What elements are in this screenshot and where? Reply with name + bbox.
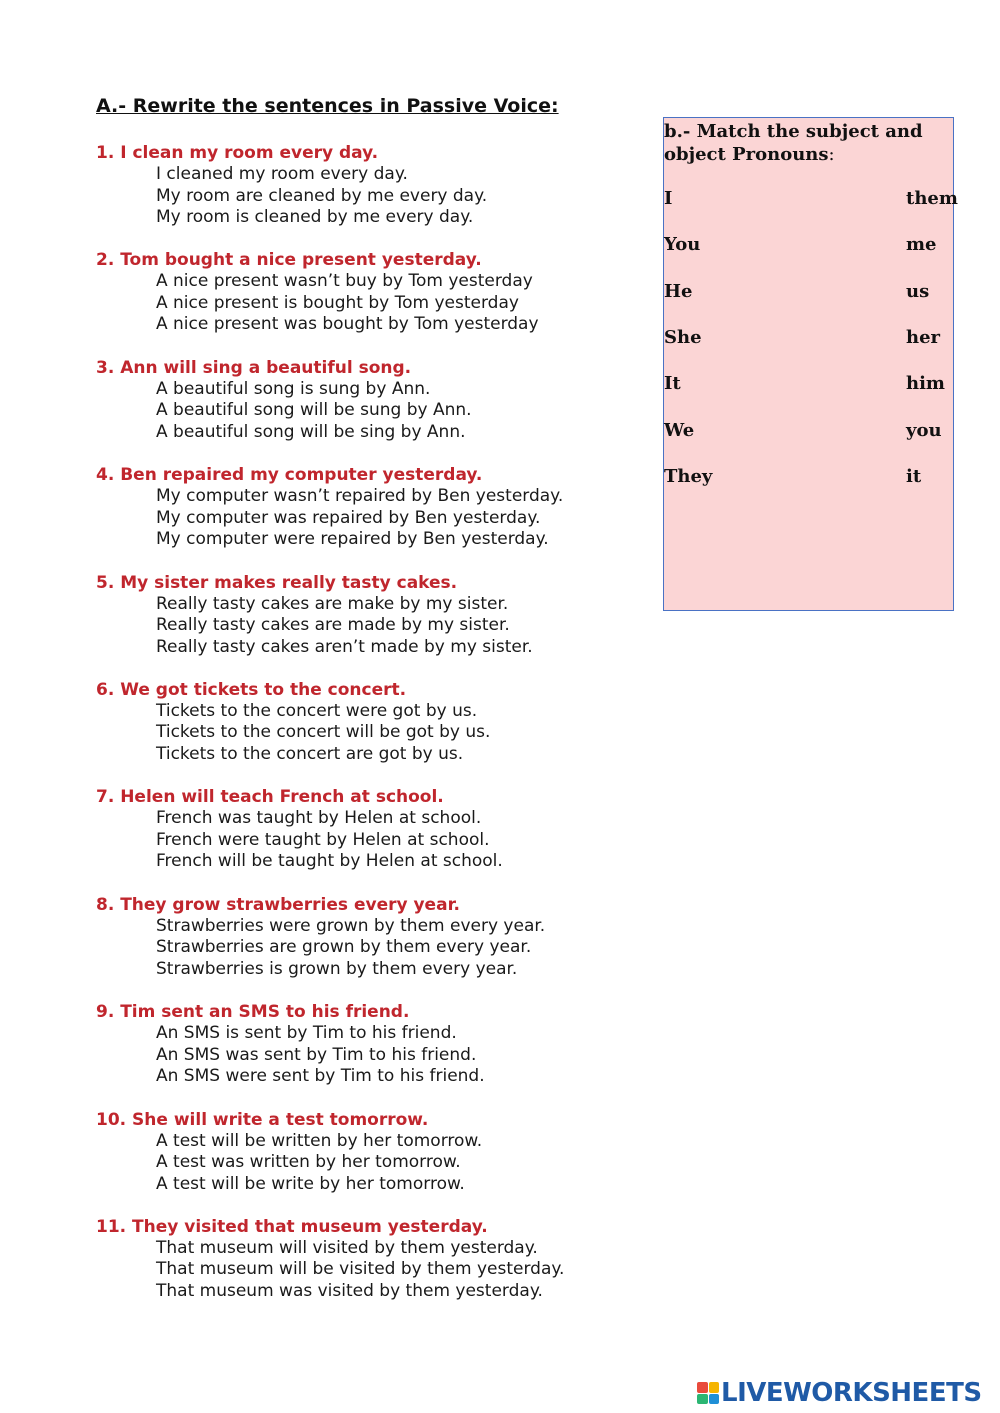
pronoun-pair-row: [664, 188, 958, 212]
answer-option[interactable]: A nice present was bought by Tom yesterday: [156, 314, 539, 335]
answer-option[interactable]: Tickets to the concert were got by us.: [156, 700, 478, 721]
subject-pronoun[interactable]: You: [664, 234, 701, 256]
answer-option[interactable]: That museum will visited by them yesterday.: [156, 1237, 538, 1258]
match-title: [664, 120, 949, 166]
question-title: 9. Tim sent an SMS to his friend.: [96, 1002, 410, 1023]
answer-option[interactable]: A test was written by her tomorrow.: [156, 1152, 461, 1173]
logo-mark-icon: [697, 1382, 719, 1404]
answer-option[interactable]: My computer was repaired by Ben yesterday.: [156, 507, 541, 528]
subject-pronoun[interactable]: It: [664, 373, 681, 395]
answer-option[interactable]: An SMS was sent by Tim to his friend.: [156, 1044, 477, 1065]
subject-pronoun[interactable]: They: [664, 465, 713, 487]
object-pronoun[interactable]: her: [906, 326, 941, 348]
answer-option[interactable]: A beautiful song is sung by Ann.: [156, 378, 431, 399]
question-title: 6. We got tickets to the concert.: [96, 679, 407, 700]
answer-option[interactable]: A nice present is bought by Tom yesterday: [156, 292, 519, 313]
pronoun-pair-row: [664, 234, 953, 258]
liveworksheets-logo: [697, 1377, 982, 1409]
answer-option[interactable]: An SMS is sent by Tim to his friend.: [156, 1023, 457, 1044]
question-block: [96, 573, 636, 680]
answer-option[interactable]: Strawberries are grown by them every year.: [156, 937, 532, 958]
answer-option[interactable]: French were taught by Helen at school.: [156, 829, 490, 850]
answer-option[interactable]: A nice present wasn’t buy by Tom yesterday: [156, 271, 533, 292]
answer-option[interactable]: Strawberries is grown by them every year.: [156, 958, 518, 979]
logo-square: [697, 1382, 708, 1393]
answer-option[interactable]: A test will be write by her tomorrow.: [156, 1173, 465, 1194]
answer-option[interactable]: Strawberries were grown by them every year.: [156, 915, 546, 936]
logo-square: [697, 1394, 708, 1405]
question-title: 1. I clean my room every day.: [96, 143, 379, 163]
section-a-title: A.- Rewrite the sentences in Passive Voice:: [96, 95, 559, 117]
object-pronoun[interactable]: him: [906, 373, 945, 395]
answer-option[interactable]: My room is cleaned by me every day.: [156, 207, 474, 227]
pronoun-pair-row: [664, 466, 953, 490]
answer-option[interactable]: I cleaned my room every day.: [156, 164, 408, 184]
pronoun-pair-row: [664, 373, 953, 397]
question-title: 4. Ben repaired my computer yesterday.: [96, 465, 483, 486]
question-block: [96, 250, 636, 357]
logo-text: LIVEWORKSHEETS: [721, 1378, 982, 1408]
question-title: 11. They visited that museum yesterday.: [96, 1216, 488, 1237]
question-block: [96, 1002, 636, 1109]
question-block: [96, 787, 636, 894]
subject-pronoun[interactable]: She: [664, 326, 702, 348]
question-block: [96, 680, 636, 787]
answer-option[interactable]: French was taught by Helen at school.: [156, 808, 482, 829]
answer-option[interactable]: My computer were repaired by Ben yesterday.: [156, 529, 549, 550]
answer-option[interactable]: That museum will be visited by them yesterday.: [156, 1259, 565, 1280]
subject-pronoun[interactable]: I: [664, 188, 673, 209]
answer-option[interactable]: Really tasty cakes aren’t made by my sister.: [156, 636, 533, 657]
pronoun-pair-row: [664, 281, 953, 305]
question-block: [96, 358, 636, 465]
subject-pronoun[interactable]: We: [664, 419, 695, 441]
answer-option[interactable]: Tickets to the concert will be got by us.: [156, 722, 491, 743]
subject-pronoun[interactable]: He: [664, 280, 693, 302]
answer-option[interactable]: An SMS were sent by Tim to his friend.: [156, 1066, 485, 1087]
answer-option[interactable]: Really tasty cakes are made by my sister.: [156, 615, 510, 636]
object-pronoun[interactable]: them: [906, 188, 958, 209]
object-pronoun[interactable]: me: [906, 234, 937, 256]
question-title: 8. They grow strawberries every year.: [96, 894, 460, 915]
logo-square: [709, 1394, 720, 1405]
answer-option[interactable]: Tickets to the concert are got by us.: [156, 743, 464, 764]
object-pronoun[interactable]: us: [906, 280, 930, 302]
match-pronouns-panel: [663, 117, 958, 611]
question-title: 10. She will write a test tomorrow.: [96, 1109, 429, 1130]
logo-square: [709, 1382, 720, 1393]
questions-list: [96, 143, 636, 1324]
question-title: 5. My sister makes really tasty cakes.: [96, 572, 458, 593]
pronoun-pair-row: [664, 327, 953, 351]
answer-option[interactable]: That museum was visited by them yesterday.: [156, 1280, 543, 1301]
question-block: [96, 895, 636, 1002]
question-title: 7. Helen will teach French at school.: [96, 787, 444, 808]
question-block: [96, 143, 636, 250]
answer-option[interactable]: French will be taught by Helen at school.: [156, 851, 503, 872]
question-title: 2. Tom bought a nice present yesterday.: [96, 250, 482, 271]
question-block: [96, 1110, 636, 1217]
match-title-colon: :: [828, 144, 835, 165]
question-block: [96, 1217, 636, 1324]
answer-option[interactable]: My computer wasn’t repaired by Ben yesterday.: [156, 486, 564, 507]
object-pronoun[interactable]: it: [906, 465, 922, 487]
answer-option[interactable]: Really tasty cakes are make by my sister.: [156, 593, 509, 614]
match-title-text: b.- Match the subject and object Pronouns: [664, 121, 923, 165]
answer-option[interactable]: My room are cleaned by me every day.: [156, 185, 488, 206]
object-pronoun[interactable]: you: [906, 419, 942, 441]
answer-option[interactable]: A beautiful song will be sing by Ann.: [156, 421, 466, 442]
pronoun-pair-row: [664, 420, 953, 444]
answer-option[interactable]: A beautiful song will be sung by Ann.: [156, 400, 472, 421]
question-block: [96, 465, 636, 572]
answer-option[interactable]: A test will be written by her tomorrow.: [156, 1130, 483, 1151]
question-title: 3. Ann will sing a beautiful song.: [96, 357, 412, 378]
